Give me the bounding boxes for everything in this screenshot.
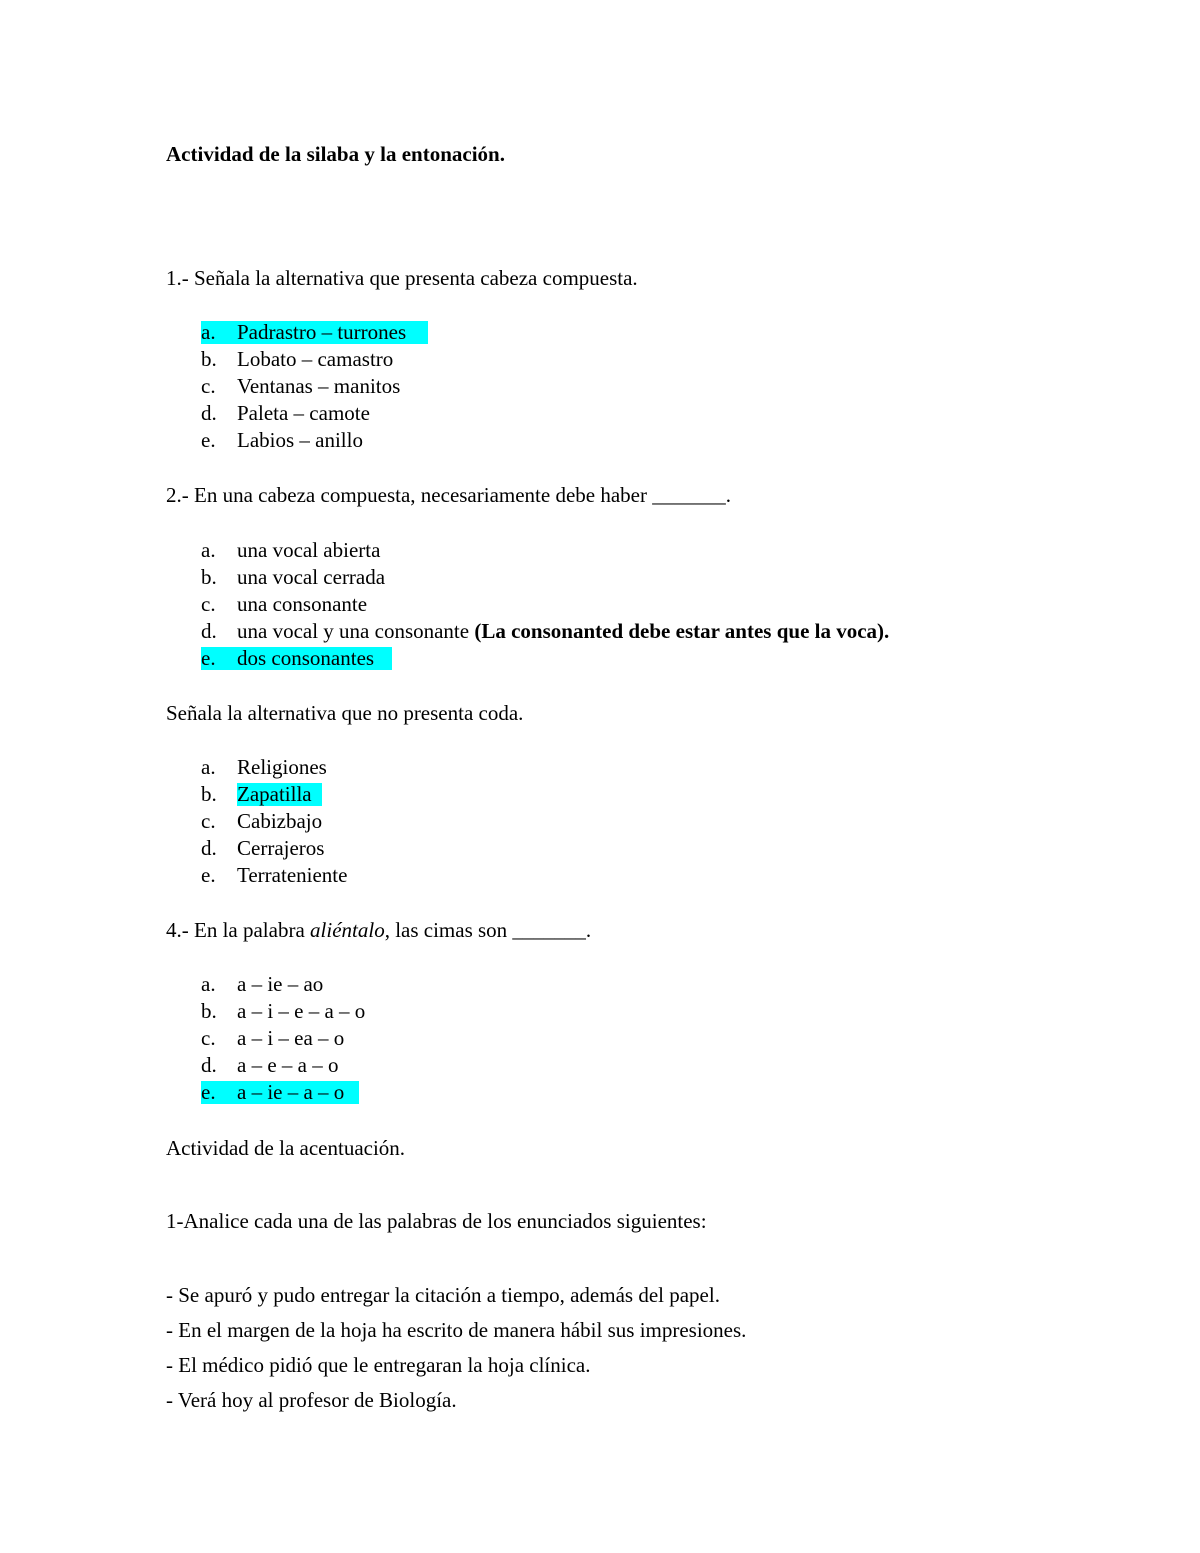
option-letter: a.: [201, 755, 216, 779]
option-letter: b.: [201, 782, 217, 806]
section-2-title: Actividad de la acentuación.: [166, 1136, 406, 1160]
option-letter: b.: [201, 999, 217, 1023]
option-text: dos consonantes: [237, 646, 375, 670]
option-text: Lobato – camastro: [237, 347, 394, 371]
option-letter: c.: [201, 1026, 216, 1050]
prompt-word: aliéntalo: [310, 918, 385, 942]
sentence-item: - Se apuró y pudo entregar la citación a tiempo, además del papel.: [166, 1283, 720, 1307]
option-letter: e.: [201, 863, 216, 887]
option-letter: e.: [201, 646, 216, 670]
prompt-text: , las cimas son _______.: [384, 918, 592, 942]
option-text: Labios – anillo: [237, 428, 363, 452]
option-text: una vocal abierta: [237, 538, 381, 562]
option-text: a – ie – ao: [237, 972, 324, 996]
option-letter: a.: [201, 972, 216, 996]
option-letter: b.: [201, 565, 217, 589]
option-letter: b.: [201, 347, 217, 371]
option-text: una vocal y una consonante: [237, 619, 475, 643]
section-2-instruction: 1-Analice cada una de las palabras de los enunciados siguientes:: [166, 1209, 707, 1233]
option-letter: d.: [201, 836, 217, 860]
option-text: Paleta – camote: [237, 401, 370, 425]
option-letter: e.: [201, 428, 216, 452]
option-text: Ventanas – manitos: [237, 374, 401, 398]
option-text: Padrastro – turrones: [237, 320, 407, 344]
option-text: Religiones: [237, 755, 327, 779]
option-text: Zapatilla: [237, 782, 312, 806]
option-text-with-note: [237, 618, 889, 645]
question-1-prompt: 1.- Señala la alternativa que presenta cabeza compuesta.: [166, 266, 638, 290]
option-text: a – i – ea – o: [237, 1026, 345, 1050]
option-letter: c.: [201, 809, 216, 833]
option-text: a – i – e – a – o: [237, 999, 366, 1023]
option-note: (La consonanted debe estar antes que la voca).: [474, 619, 890, 643]
sentence-item: - En el margen de la hoja ha escrito de manera hábil sus impresiones.: [166, 1318, 747, 1342]
option-letter: d.: [201, 1053, 217, 1077]
option-letter: d.: [201, 619, 217, 643]
option-text: una consonante: [237, 592, 368, 616]
option-text: Cerrajeros: [237, 836, 325, 860]
option-text: Cabizbajo: [237, 809, 323, 833]
question-2-prompt: 2.- En una cabeza compuesta, necesariamente debe haber _______.: [166, 483, 731, 507]
option-letter: a.: [201, 320, 216, 344]
option-text: a – e – a – o: [237, 1053, 339, 1077]
sentence-item: - Verá hoy al profesor de Biología.: [166, 1388, 457, 1412]
prompt-text: 4.- En la palabra: [166, 918, 311, 942]
option-text: a – ie – a – o: [237, 1080, 345, 1104]
question-3-prompt: Señala la alternativa que no presenta coda.: [166, 701, 524, 725]
option-text: una vocal cerrada: [237, 565, 386, 589]
option-letter: c.: [201, 374, 216, 398]
option-letter: e.: [201, 1080, 216, 1104]
option-text: Terrateniente: [237, 863, 348, 887]
option-letter: c.: [201, 592, 216, 616]
question-4-prompt: [166, 917, 591, 944]
page-title: Actividad de la silaba y la entonación.: [166, 142, 505, 166]
option-letter: a.: [201, 538, 216, 562]
option-letter: d.: [201, 401, 217, 425]
sentence-item: - El médico pidió que le entregaran la hoja clínica.: [166, 1353, 591, 1377]
